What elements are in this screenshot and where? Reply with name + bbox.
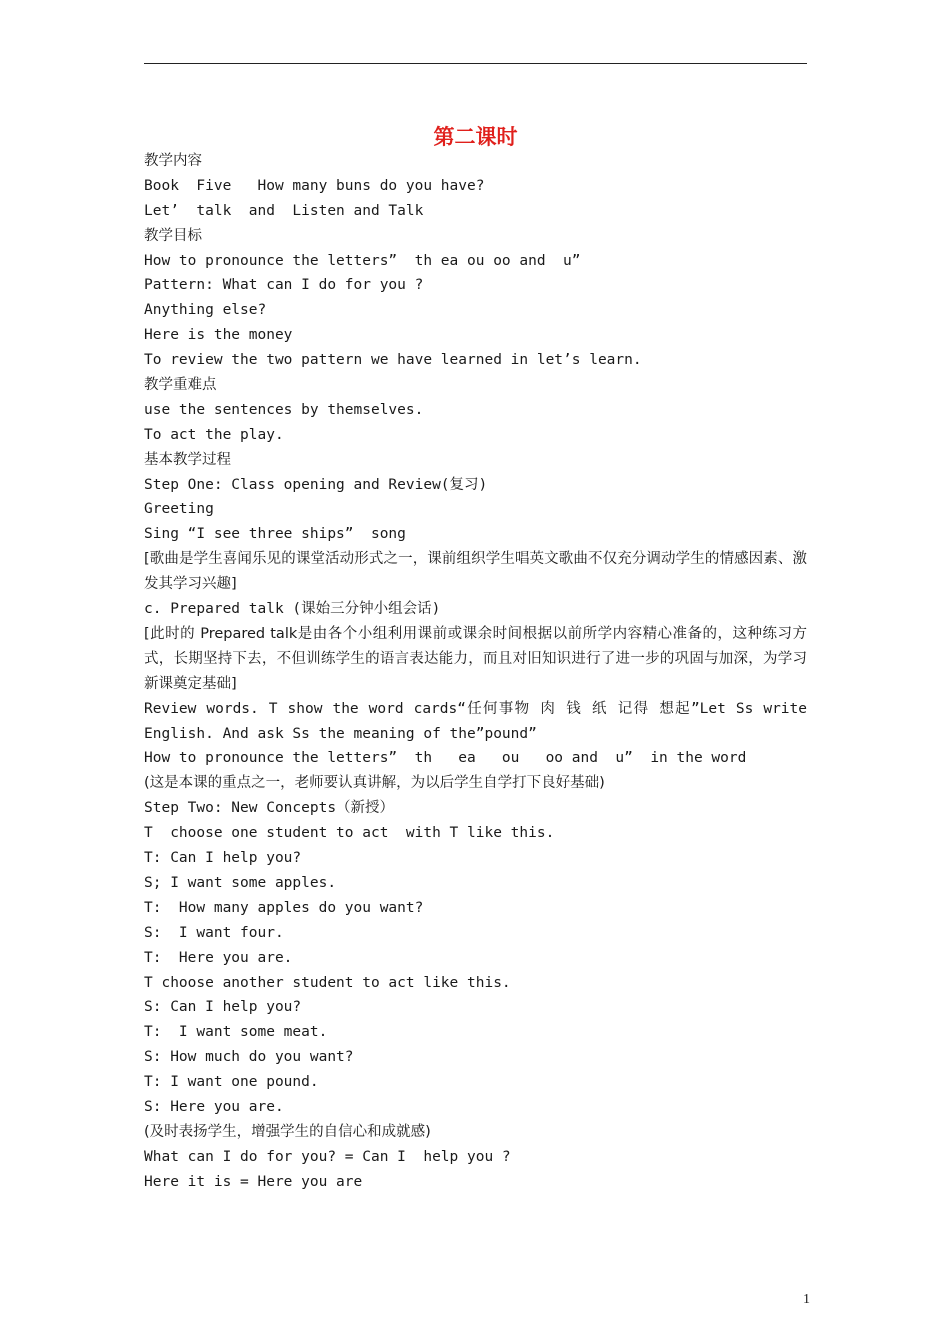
text-line: S: How much do you want? (144, 1049, 354, 1066)
page-title: 第二课时 (433, 125, 518, 149)
paragraph: [歌曲是学生喜闻乐见的课堂活动形式之一，课前组织学生唱英文歌曲不仅充分调动学生的情感因素、激发其学习兴趣] (144, 551, 807, 593)
text-line: Let’ talk and Listen and Talk (144, 202, 424, 219)
text-line: T choose one student to act with T like this. (144, 825, 555, 842)
text-line: T: How many apples do you want? (144, 899, 424, 916)
text-line: 基本教学过程 (144, 451, 231, 468)
text-line: Here it is = Here you are (144, 1173, 363, 1190)
text-line: S; I want some apples. (144, 874, 337, 891)
text-line: T: Can I help you? (144, 850, 302, 867)
text-line: (及时表扬学生，增强学生的自信心和成就感) (144, 1123, 431, 1140)
text-line: Pattern: What can I do for you ? (144, 277, 424, 294)
text-line: T: Here you are. (144, 949, 293, 966)
text-line: How to pronounce the letters” th ea ou oo and u” (144, 252, 581, 269)
text-line: (这是本课的重点之一，老师要认真讲解，为以后学生自学打下良好基础) (144, 775, 605, 792)
text-line: Here is the money (144, 327, 293, 344)
text-line: T: I want some meat. (144, 1024, 328, 1041)
text-line: Greeting (144, 501, 214, 518)
text-line: Step Two: New Concepts（新授） (144, 800, 395, 817)
text-line: use the sentences by themselves. (144, 401, 424, 418)
paragraph: [此时的 Prepared talk是由各个小组利用课前或课余时间根据以前所学内容精心准备的，这种练习方式，长期坚持下去，不但训练学生的语言表达能力，而且对旧知识进行了进一步的巩固与加深，为学习新课奠定基础] (144, 625, 807, 692)
text-line: 教学重难点 (144, 377, 217, 394)
paragraph: Review words. T show the word cards“任何事物 肉 钱 纸 记得 想起”Let Ss write English. And ask Ss the meaning of the”pound” (144, 700, 816, 742)
text-line: T choose another student to act like this. (144, 974, 511, 991)
text-line: T: I want one pound. (144, 1074, 319, 1091)
page-number: 1 (803, 1292, 810, 1307)
text-line: Book Five How many buns do you have? (144, 177, 485, 194)
text-line: 教学内容 (144, 153, 202, 169)
text-line: 教学目标 (144, 227, 202, 244)
text-line: What can I do for you? = Can I help you ? (144, 1148, 511, 1165)
text-line: S: Here you are. (144, 1098, 284, 1115)
document-body (144, 149, 816, 1195)
text-line: Sing “I see three ships” song (144, 526, 406, 543)
text-line: Step One: Class opening and Review(复习) (144, 476, 488, 493)
text-line: To review the two pattern we have learned in let’s learn. (144, 352, 642, 369)
text-line: To act the play. (144, 426, 284, 443)
text-line: Anything else? (144, 302, 267, 319)
text-line: c. Prepared talk (课始三分钟小组会话) (144, 601, 441, 618)
text-line: How to pronounce the letters” th ea ou oo and u” in the word (144, 750, 747, 767)
header-rule (144, 63, 807, 64)
text-line: S: I want four. (144, 924, 284, 941)
text-line: S: Can I help you? (144, 999, 302, 1016)
